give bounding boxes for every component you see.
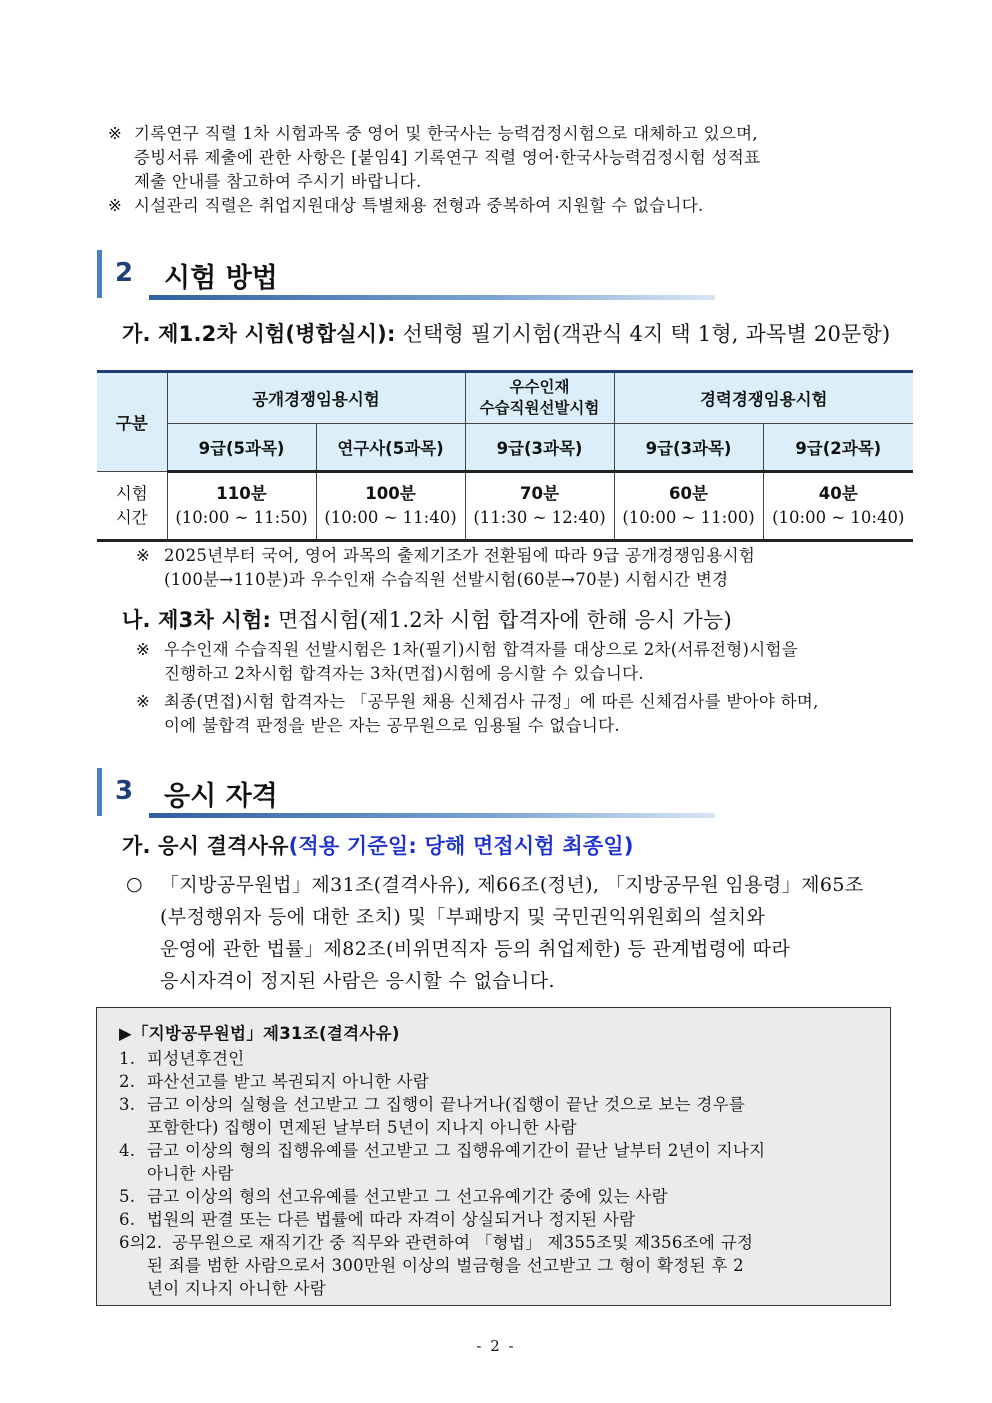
circle-bullet: ○ [126,873,143,895]
page-number: - 2 - [476,1337,516,1355]
section-title: 응시 자격 [164,781,278,812]
subheading-label: 가. 제1.2차 시험(병합실시): [122,322,396,346]
duration: 60분 [669,484,708,503]
box-item-line: 금고 이상의 형의 선고유예를 선고받고 그 선고유예기간 중에 있는 사람 [147,1187,668,1206]
note-mark: ※ [136,640,151,659]
eligibility-paragraph [160,869,900,997]
subheading-text: 선택형 필기시험(객관식 4지 택 1형, 과목별 20문항) [402,322,891,346]
heading-bar [97,250,102,298]
note-line: 우수인재 수습직원 선발시험은 1차(필기)시험 합격자를 대상으로 2차(서류전형)시험을 [164,640,798,659]
box-title: ▶「지방공무원법」제31조(결격사유) [119,1024,400,1043]
table-cell [614,472,763,541]
heading-underline [149,295,715,300]
table-column-header: 연구사(5과목) [316,424,465,472]
time-range: (10:00 ~ 11:40) [324,508,457,527]
note-line: 기록연구 직렬 1차 시험과목 중 영어 및 한국사는 능력검정시험으로 대체하고 있으며, [134,124,758,143]
box-item-line: 피성년후견인 [147,1049,245,1068]
table-column-header: 9급(2과목) [763,424,913,472]
box-item-no: 6. [119,1210,136,1229]
box-item-line: 금고 이상의 실형을 선고받고 그 집행이 끝나거나(집행이 끝난 것으로 보는 경우를 [147,1095,746,1114]
note-line: 제출 안내를 참고하여 주시기 바랍니다. [134,172,422,191]
box-item-line: 포함한다) 집행이 면제된 날부터 5년이 지나지 아니한 사람 [147,1118,577,1137]
duration: 110분 [216,484,267,503]
table-group-header: 우수인재 수습직원선발시험 [465,372,614,424]
disqualification-box [96,1007,891,1306]
note-line: 시설관리 직렬은 취업지원대상 특별채용 전형과 중복하여 지원할 수 없습니다. [134,196,704,215]
table-group-header: 경력경쟁임용시험 [614,372,913,424]
box-item-no: 3. [119,1095,136,1114]
section-title: 시험 방법 [164,263,278,294]
note-mark: ※ [136,546,151,565]
box-item-no: 5. [119,1187,136,1206]
note-mark: ※ [108,124,123,143]
heading-bar [97,768,102,816]
duration: 40분 [818,484,858,503]
table-column-header: 9급(3과목) [465,424,614,472]
time-range: (10:00 ~ 10:40) [772,508,905,527]
table-time-label: 시험 시간 [97,472,167,541]
para-line: (부정행위자 등에 대한 조치) 및「부패방지 및 국민권익위원회의 설치와 [160,906,766,928]
note-line: 진행하고 2차시험 합격자는 3차(면접)시험에 응시할 수 있습니다. [164,664,644,683]
note-line: 최종(면접)시험 합격자는 「공무원 채용 신체검사 규정」에 따른 신체검사를 받아야 하며, [164,692,819,711]
subheading-highlight: (적용 기준일: 당해 면접시험 최종일) [288,834,634,858]
section-number: 2 [115,258,134,288]
subheading-label: 가. 응시 결격사유 [122,834,289,858]
note-mark: ※ [136,692,151,711]
note-line: 2025년부터 국어, 영어 과목의 출제기조가 전환됨에 따라 9급 공개경쟁임용시험 [164,546,756,565]
box-item-no: 4. [119,1141,136,1160]
box-item-no: 6의2. [119,1233,163,1252]
note-mark: ※ [108,196,123,215]
section-heading-2 [97,250,717,298]
heading-underline [149,813,715,818]
table-cell [167,472,316,541]
table-cell [465,472,614,541]
exam-time-table [97,370,913,542]
box-item-no: 2. [119,1072,136,1091]
time-range: (10:00 ~ 11:50) [175,508,308,527]
section-number: 3 [115,776,134,806]
note-line: 이에 불합격 판정을 받은 자는 공무원으로 임용될 수 없습니다. [164,716,620,735]
subheading-label: 나. 제3차 시험: [122,608,272,632]
box-item-line: 년이 지나지 아니한 사람 [147,1279,327,1298]
time-range: (11:30 ~ 12:40) [473,508,606,527]
section-heading-3 [97,768,717,816]
subheading-ga3 [122,830,634,860]
para-line: 「지방공무원법」제31조(결격사유), 제66조(정년), 「지방공무원 임용령」제65조 [160,874,864,896]
duration: 70분 [520,484,559,503]
table-column-header: 9급(5과목) [167,424,316,472]
note-line: (100분→110분)과 우수인재 수습직원 선발시험(60분→70분) 시험시간 변경 [164,570,729,589]
subheading-text: 면접시험(제1.2차 시험 합격자에 한해 응시 가능) [277,608,732,632]
table-group-header: 공개경쟁임용시험 [167,372,465,424]
table-row-header: 구분 [97,372,167,472]
table-column-header: 9급(3과목) [614,424,763,472]
subheading-na [122,604,732,634]
box-item-line: 금고 이상의 형의 집행유예를 선고받고 그 집행유예기간이 끝난 날부터 2년이 지나지 [147,1141,766,1160]
box-item-line: 공무원으로 재직기간 중 직무와 관련하여 「형법」 제355조및 제356조에 규정 [172,1233,754,1252]
para-line: 운영에 관한 법률」제82조(비위면직자 등의 취업제한) 등 관계법령에 따라 [160,938,791,960]
table-cell [316,472,465,541]
subheading-ga [122,318,890,348]
box-item-no: 1. [119,1049,136,1068]
box-item-line: 파산선고를 받고 복권되지 아니한 사람 [147,1072,430,1091]
note-line: 증빙서류 제출에 관한 사항은 [붙임4] 기록연구 직렬 영어·한국사능력검정시험 성적표 [134,148,761,167]
box-item-line: 된 죄를 범한 사람으로서 300만원 이상의 벌금형을 선고받고 그 형이 확정된 후 2 [147,1256,744,1275]
box-item-line: 아니한 사람 [147,1164,234,1183]
duration: 100분 [365,484,416,503]
box-item-line: 법원의 판결 또는 다른 법률에 따라 자격이 상실되거나 정지된 사람 [147,1210,636,1229]
table-cell [763,472,913,541]
para-line: 응시자격이 정지된 사람은 응시할 수 없습니다. [160,970,555,992]
time-range: (10:00 ~ 11:00) [622,508,755,527]
